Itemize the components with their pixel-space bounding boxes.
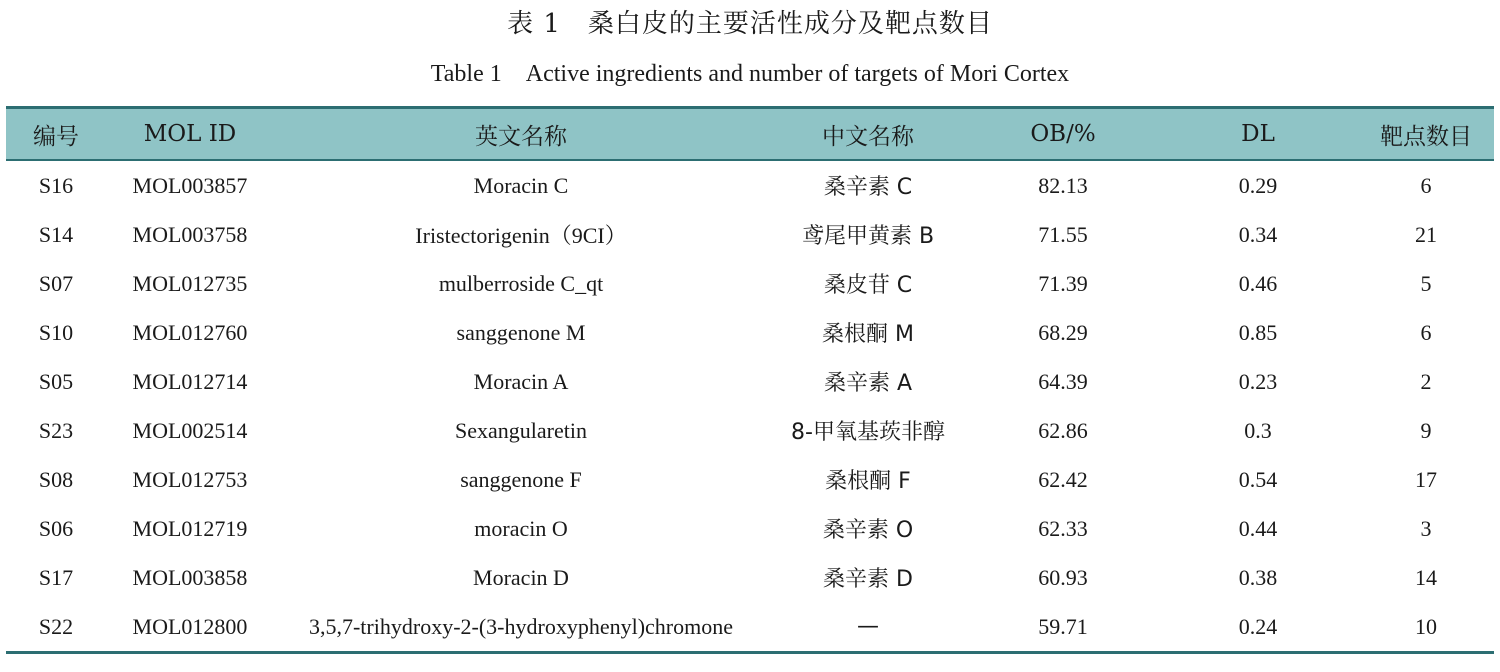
cell-name-zh: 桑辛素 O: [822, 518, 914, 543]
cell-dl: 0.34: [1238, 221, 1278, 247]
table-row: [6, 504, 1494, 553]
cell-targets: 2: [1420, 368, 1432, 394]
cell-name-en: sanggenone M: [456, 319, 586, 345]
cell-name-zh: 8-甲氧基莰非醇: [791, 420, 945, 445]
cell-ob: 71.39: [1038, 270, 1088, 296]
table-row: [6, 406, 1494, 455]
header-dl: DL: [1158, 108, 1358, 161]
cell-targets: 17: [1415, 466, 1437, 492]
cell-targets: 6: [1420, 172, 1432, 198]
cell-code: S08: [38, 466, 74, 492]
cell-mol-id: MOL012760: [132, 319, 248, 345]
cell-name-zh: 桑辛素 D: [823, 567, 913, 592]
cell-code: S06: [38, 515, 74, 541]
cell-mol-id: MOL003858: [132, 564, 248, 590]
cell-name-zh: 桑根酮 M: [822, 322, 914, 347]
header-ob: OB/%: [968, 108, 1158, 161]
cell-name-en: 3,5,7-trihydroxy-2-(3-hydroxyphenyl)chromone: [274, 602, 768, 653]
table-row: [6, 602, 1494, 653]
cell-dl: 0.23: [1238, 368, 1278, 394]
cell-targets: 14: [1415, 564, 1437, 590]
cell-name-en: Moracin A: [473, 368, 569, 394]
cell-name-en: Sexangularetin: [455, 417, 587, 443]
cell-ob: 62.42: [1038, 466, 1088, 492]
cell-targets: 6: [1420, 319, 1432, 345]
cell-mol-id: MOL003857: [132, 172, 248, 198]
cell-dl: 0.3: [1244, 417, 1272, 443]
cell-name-zh: 桑根酮 F: [825, 469, 911, 494]
cell-dl: 0.24: [1158, 602, 1358, 653]
cell-name-zh: 桑辛素 C: [823, 175, 913, 200]
cell-targets: 21: [1415, 221, 1437, 247]
cell-code: S07: [38, 270, 74, 296]
cell-name-en: moracin O: [474, 515, 568, 541]
cell-mol-id: MOL012735: [132, 270, 248, 296]
cell-dl: 0.29: [1238, 172, 1278, 198]
cell-mol-id: MOL003758: [132, 221, 248, 247]
table-row: [6, 308, 1494, 357]
cell-ob: 68.29: [1038, 319, 1088, 345]
cell-name-en: Iristectorigenin（9CI）: [415, 223, 627, 248]
header-mol-id: MOL ID: [106, 108, 274, 161]
cell-targets: 5: [1420, 270, 1432, 296]
cell-code: S14: [38, 221, 74, 247]
cell-mol-id: MOL012800: [106, 602, 274, 653]
table-row: [6, 160, 1494, 210]
table-header-row: [6, 108, 1494, 161]
table-row: [6, 455, 1494, 504]
header-name-en: 英文名称: [274, 108, 768, 161]
cell-ob: 62.86: [1038, 417, 1088, 443]
cell-name-zh: 桑辛素 A: [823, 371, 913, 396]
cell-name-en: sanggenone F: [460, 466, 582, 492]
cell-targets: 3: [1420, 515, 1432, 541]
cell-code: S10: [38, 319, 74, 345]
cell-code: S05: [38, 368, 74, 394]
cell-ob: 71.55: [1038, 221, 1088, 247]
ingredients-table-container: [6, 106, 1494, 654]
cell-code: S16: [38, 172, 74, 198]
cell-mol-id: MOL012714: [132, 368, 248, 394]
header-code: 编号: [6, 108, 106, 161]
cell-name-zh: 桑皮苷 C: [823, 273, 913, 298]
cell-dl: 0.46: [1238, 270, 1278, 296]
table-row: [6, 259, 1494, 308]
cell-ob: 64.39: [1038, 368, 1088, 394]
cell-name-en: Moracin D: [473, 564, 569, 590]
cell-ob: 82.13: [1038, 172, 1088, 198]
header-name-zh: 中文名称: [768, 108, 968, 161]
cell-ob: 60.93: [1038, 564, 1088, 590]
cell-mol-id: MOL012719: [132, 515, 248, 541]
cell-name-zh: —: [768, 602, 968, 653]
cell-code: S22: [6, 602, 106, 653]
cell-ob: 62.33: [1038, 515, 1088, 541]
header-targets: 靶点数目: [1358, 108, 1494, 161]
cell-name-zh: 鸢尾甲黄素 B: [801, 224, 935, 249]
cell-code: S17: [38, 564, 74, 590]
cell-targets: 10: [1358, 602, 1494, 653]
cell-name-en: mulberroside C_qt: [438, 270, 604, 296]
table-row: [6, 210, 1494, 259]
cell-ob: 59.71: [968, 602, 1158, 653]
table-row: [6, 553, 1494, 602]
table-row: [6, 357, 1494, 406]
cell-code: S23: [38, 417, 74, 443]
table-title-en: Table 1 Active ingredients and number of targets of Mori Cortex: [430, 61, 1070, 87]
cell-dl: 0.38: [1238, 564, 1278, 590]
cell-name-en: Moracin C: [473, 172, 569, 198]
cell-dl: 0.44: [1238, 515, 1278, 541]
cell-dl: 0.85: [1238, 319, 1278, 345]
cell-mol-id: MOL012753: [132, 466, 248, 492]
ingredients-table: [6, 106, 1494, 654]
cell-targets: 9: [1420, 417, 1432, 443]
table-title-zh: 表 1 桑白皮的主要活性成分及靶点数目: [507, 9, 993, 39]
cell-dl: 0.54: [1238, 466, 1278, 492]
cell-mol-id: MOL002514: [132, 417, 248, 443]
